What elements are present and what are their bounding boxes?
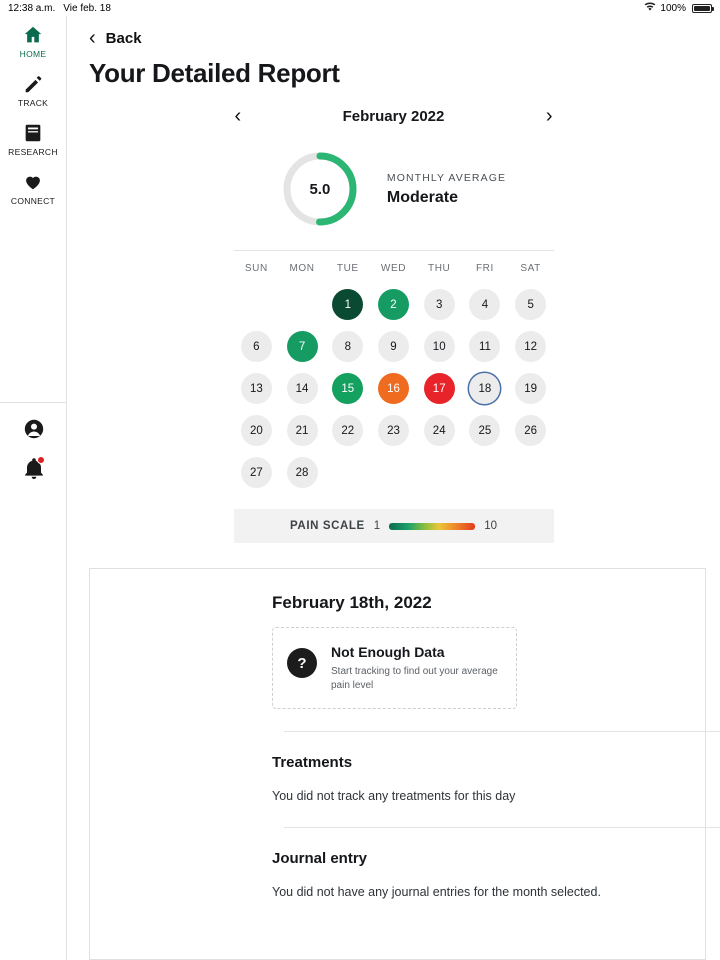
journal-title: Journal entry: [272, 850, 368, 868]
calendar-cell: [325, 330, 371, 363]
pain-scale-label: PAIN SCALE: [290, 520, 365, 532]
calendar-cell: [416, 414, 462, 447]
weekday-sun: SUN: [244, 263, 268, 274]
rail-item-home[interactable]: [0, 16, 67, 65]
day-detail-inner: [90, 569, 705, 901]
calendar-cell: [279, 372, 325, 405]
question-icon: ?: [287, 648, 317, 678]
calendar-grid: [234, 288, 554, 489]
calendar-day-5[interactable]: 5: [515, 289, 546, 320]
calendar-cell: [279, 330, 325, 363]
calendar-day-18[interactable]: 18: [469, 373, 500, 404]
calendar-empty-day: [287, 289, 318, 320]
average-value: 5.0: [309, 180, 331, 198]
calendar-cell: [371, 414, 417, 447]
calendar-day-17[interactable]: 17: [424, 373, 455, 404]
calendar-day-6[interactable]: 6: [241, 331, 272, 362]
weekday-sat: SAT: [520, 263, 541, 274]
pain-scale-min: 1: [373, 520, 381, 532]
rail-label-connect: CONNECT: [10, 196, 56, 206]
calendar-day-2[interactable]: 2: [378, 289, 409, 320]
calendar-day-15[interactable]: 15: [332, 373, 363, 404]
calendar-cell: [234, 330, 280, 363]
calendar-day-20[interactable]: 20: [241, 415, 272, 446]
prev-month-button[interactable]: ‹: [234, 105, 242, 127]
calendar-empty-cell: [279, 288, 325, 321]
rail-divider: [0, 402, 67, 403]
weekday-wed: WED: [380, 263, 407, 274]
rail-label-home: HOME: [19, 49, 47, 59]
treatments-divider: [284, 731, 720, 732]
calendar-cell: [325, 288, 371, 321]
battery-percent: 100%: [660, 2, 686, 14]
not-enough-data-panel: [272, 627, 517, 709]
status-time: 12:38 a.m.: [8, 2, 56, 14]
weekday-fri: FRI: [475, 263, 494, 274]
month-navigator: [229, 105, 559, 128]
rail-label-track: TRACK: [17, 98, 49, 108]
calendar-day-12[interactable]: 12: [515, 331, 546, 362]
calendar-weekday-header: [234, 263, 554, 274]
summary-level: Moderate: [386, 188, 459, 206]
calendar-cell: [508, 330, 554, 363]
main-content: [67, 16, 720, 960]
calendar: [234, 250, 554, 489]
calendar-cell: [325, 414, 371, 447]
battery-icon: [692, 4, 712, 13]
calendar-day-10[interactable]: 10: [424, 331, 455, 362]
calendar-day-4[interactable]: 4: [469, 289, 500, 320]
day-detail-card: [89, 568, 706, 960]
calendar-day-26[interactable]: 26: [515, 415, 546, 446]
chevron-left-icon: ‹: [89, 27, 96, 49]
calendar-cell: [416, 288, 462, 321]
back-label: Back: [105, 29, 142, 47]
left-nav-rail: [0, 16, 67, 960]
page-title: Your Detailed Report: [89, 58, 340, 88]
calendar-day-9[interactable]: 9: [378, 331, 409, 362]
calendar-cell: [462, 288, 508, 321]
notification-badge: [37, 456, 45, 464]
notifications-button[interactable]: [22, 457, 44, 479]
not-enough-data-title: Not Enough Data: [331, 644, 445, 660]
pencil-icon: [22, 73, 44, 95]
calendar-cell: [508, 414, 554, 447]
calendar-day-21[interactable]: 21: [287, 415, 318, 446]
wifi-icon: [644, 2, 656, 15]
calendar-cell: [371, 330, 417, 363]
status-bar: [0, 0, 720, 16]
journal-body: You did not have any journal entries for the month selected.: [272, 885, 601, 900]
calendar-day-14[interactable]: 14: [287, 373, 318, 404]
calendar-day-27[interactable]: 27: [241, 457, 272, 488]
not-enough-data-subtitle: Start tracking to find out your average pain level: [331, 666, 498, 691]
calendar-day-11[interactable]: 11: [469, 331, 500, 362]
back-button[interactable]: [67, 16, 720, 48]
calendar-cell: [234, 414, 280, 447]
calendar-day-24[interactable]: 24: [424, 415, 455, 446]
weekday-thu: THU: [428, 263, 451, 274]
calendar-day-3[interactable]: 3: [424, 289, 455, 320]
rail-item-track[interactable]: [0, 65, 67, 114]
detail-date: February 18th, 2022: [272, 593, 432, 612]
calendar-cell: [508, 288, 554, 321]
rail-bottom-group: [22, 417, 44, 479]
calendar-cell: [234, 456, 280, 489]
calendar-cell: [416, 372, 462, 405]
month-label: February 2022: [342, 108, 445, 125]
status-bar-left: [8, 3, 111, 14]
weekday-mon: MON: [289, 263, 315, 274]
not-enough-data-text: [331, 644, 502, 692]
calendar-cell: [325, 372, 371, 405]
calendar-cell: [462, 372, 508, 405]
heart-icon: [22, 171, 44, 193]
pain-scale-max: 10: [484, 520, 497, 532]
calendar-cell: [416, 330, 462, 363]
home-icon: [22, 24, 44, 46]
book-icon: [22, 122, 44, 144]
calendar-cell: [508, 372, 554, 405]
calendar-day-13[interactable]: 13: [241, 373, 272, 404]
journal-divider: [284, 827, 720, 828]
calendar-empty-cell: [234, 288, 280, 321]
rail-item-research[interactable]: [0, 114, 67, 163]
calendar-day-22[interactable]: 22: [332, 415, 363, 446]
calendar-top-divider: [234, 250, 554, 251]
calendar-day-7[interactable]: 7: [287, 331, 318, 362]
calendar-day-1[interactable]: 1: [332, 289, 363, 320]
weekday-tue: TUE: [336, 263, 359, 274]
calendar-day-8[interactable]: 8: [332, 331, 363, 362]
account-icon[interactable]: [22, 417, 44, 439]
calendar-day-19[interactable]: 19: [515, 373, 546, 404]
pain-scale-legend: [234, 509, 554, 543]
calendar-day-23[interactable]: 23: [378, 415, 409, 446]
calendar-cell: [279, 456, 325, 489]
pain-scale-gradient: [389, 523, 475, 530]
summary-caption: MONTHLY AVERAGE: [386, 171, 507, 184]
rail-label-research: RESEARCH: [8, 147, 58, 157]
calendar-cell: [234, 372, 280, 405]
next-month-button[interactable]: ›: [545, 105, 553, 127]
status-bar-right: [644, 2, 712, 15]
calendar-day-25[interactable]: 25: [469, 415, 500, 446]
treatments-title: Treatments: [272, 754, 353, 771]
calendar-cell: [462, 330, 508, 363]
status-date: Vie feb. 18: [63, 2, 111, 14]
treatments-body: You did not track any treatments for this day: [272, 789, 516, 803]
calendar-cell: [371, 288, 417, 321]
calendar-day-16[interactable]: 16: [378, 373, 409, 404]
calendar-cell: [279, 414, 325, 447]
calendar-cell: [462, 414, 508, 447]
calendar-empty-day: [241, 289, 272, 320]
average-ring: [281, 150, 359, 228]
monthly-summary: [67, 150, 720, 228]
calendar-day-28[interactable]: 28: [287, 457, 318, 488]
rail-item-connect[interactable]: [0, 163, 67, 212]
calendar-cell: [371, 372, 417, 405]
summary-text: [387, 172, 506, 207]
